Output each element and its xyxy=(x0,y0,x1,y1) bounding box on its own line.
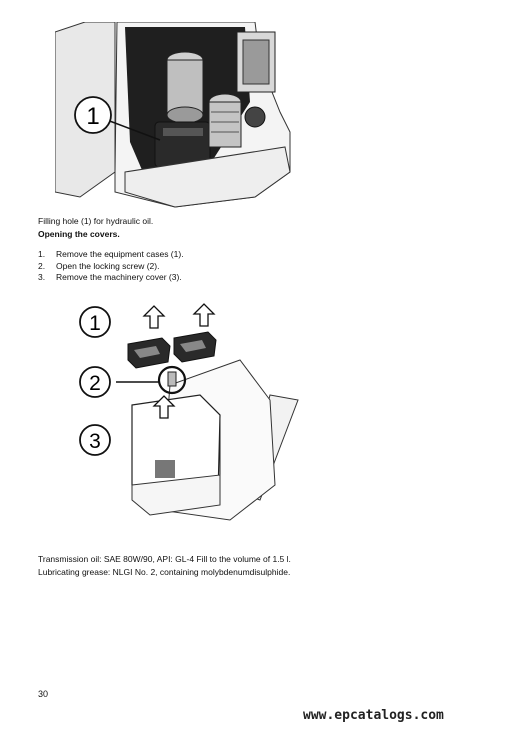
step-number: 3. xyxy=(38,272,46,282)
step-number: 1. xyxy=(38,249,46,259)
page-number: 30 xyxy=(38,689,49,699)
step-item xyxy=(38,261,184,273)
step-item xyxy=(38,272,184,284)
figure1-callout-1: 1 xyxy=(86,103,100,130)
figure1-caption: Filling hole (1) for hydraulic oil. xyxy=(38,216,154,226)
section-heading: Opening the covers. xyxy=(38,229,120,239)
figure2-callout-3: 3 xyxy=(89,430,101,453)
step-number: 2. xyxy=(38,260,46,271)
transmission-oil-spec: Transmission oil: SAE 80W/90, API: GL-4 Fill to the volume of 1.5 l. xyxy=(38,554,291,564)
figure2-callout-2: 2 xyxy=(89,372,101,395)
step-item xyxy=(38,249,184,261)
website-watermark: www.epcatalogs.com xyxy=(303,708,444,723)
figure-opening-covers xyxy=(70,300,310,540)
step-text: Remove the machinery cover (3). xyxy=(56,272,182,282)
steps-list xyxy=(38,249,184,284)
step-text: Open the locking screw (2). xyxy=(56,260,160,271)
step-text: Remove the equipment cases (1). xyxy=(56,249,184,259)
figure2-callout-1: 1 xyxy=(89,312,101,335)
figure-filling-hole xyxy=(55,22,293,212)
lubricating-grease-spec: Lubricating grease: NLGI No. 2, containing molybdenumdisulphide. xyxy=(38,567,291,577)
